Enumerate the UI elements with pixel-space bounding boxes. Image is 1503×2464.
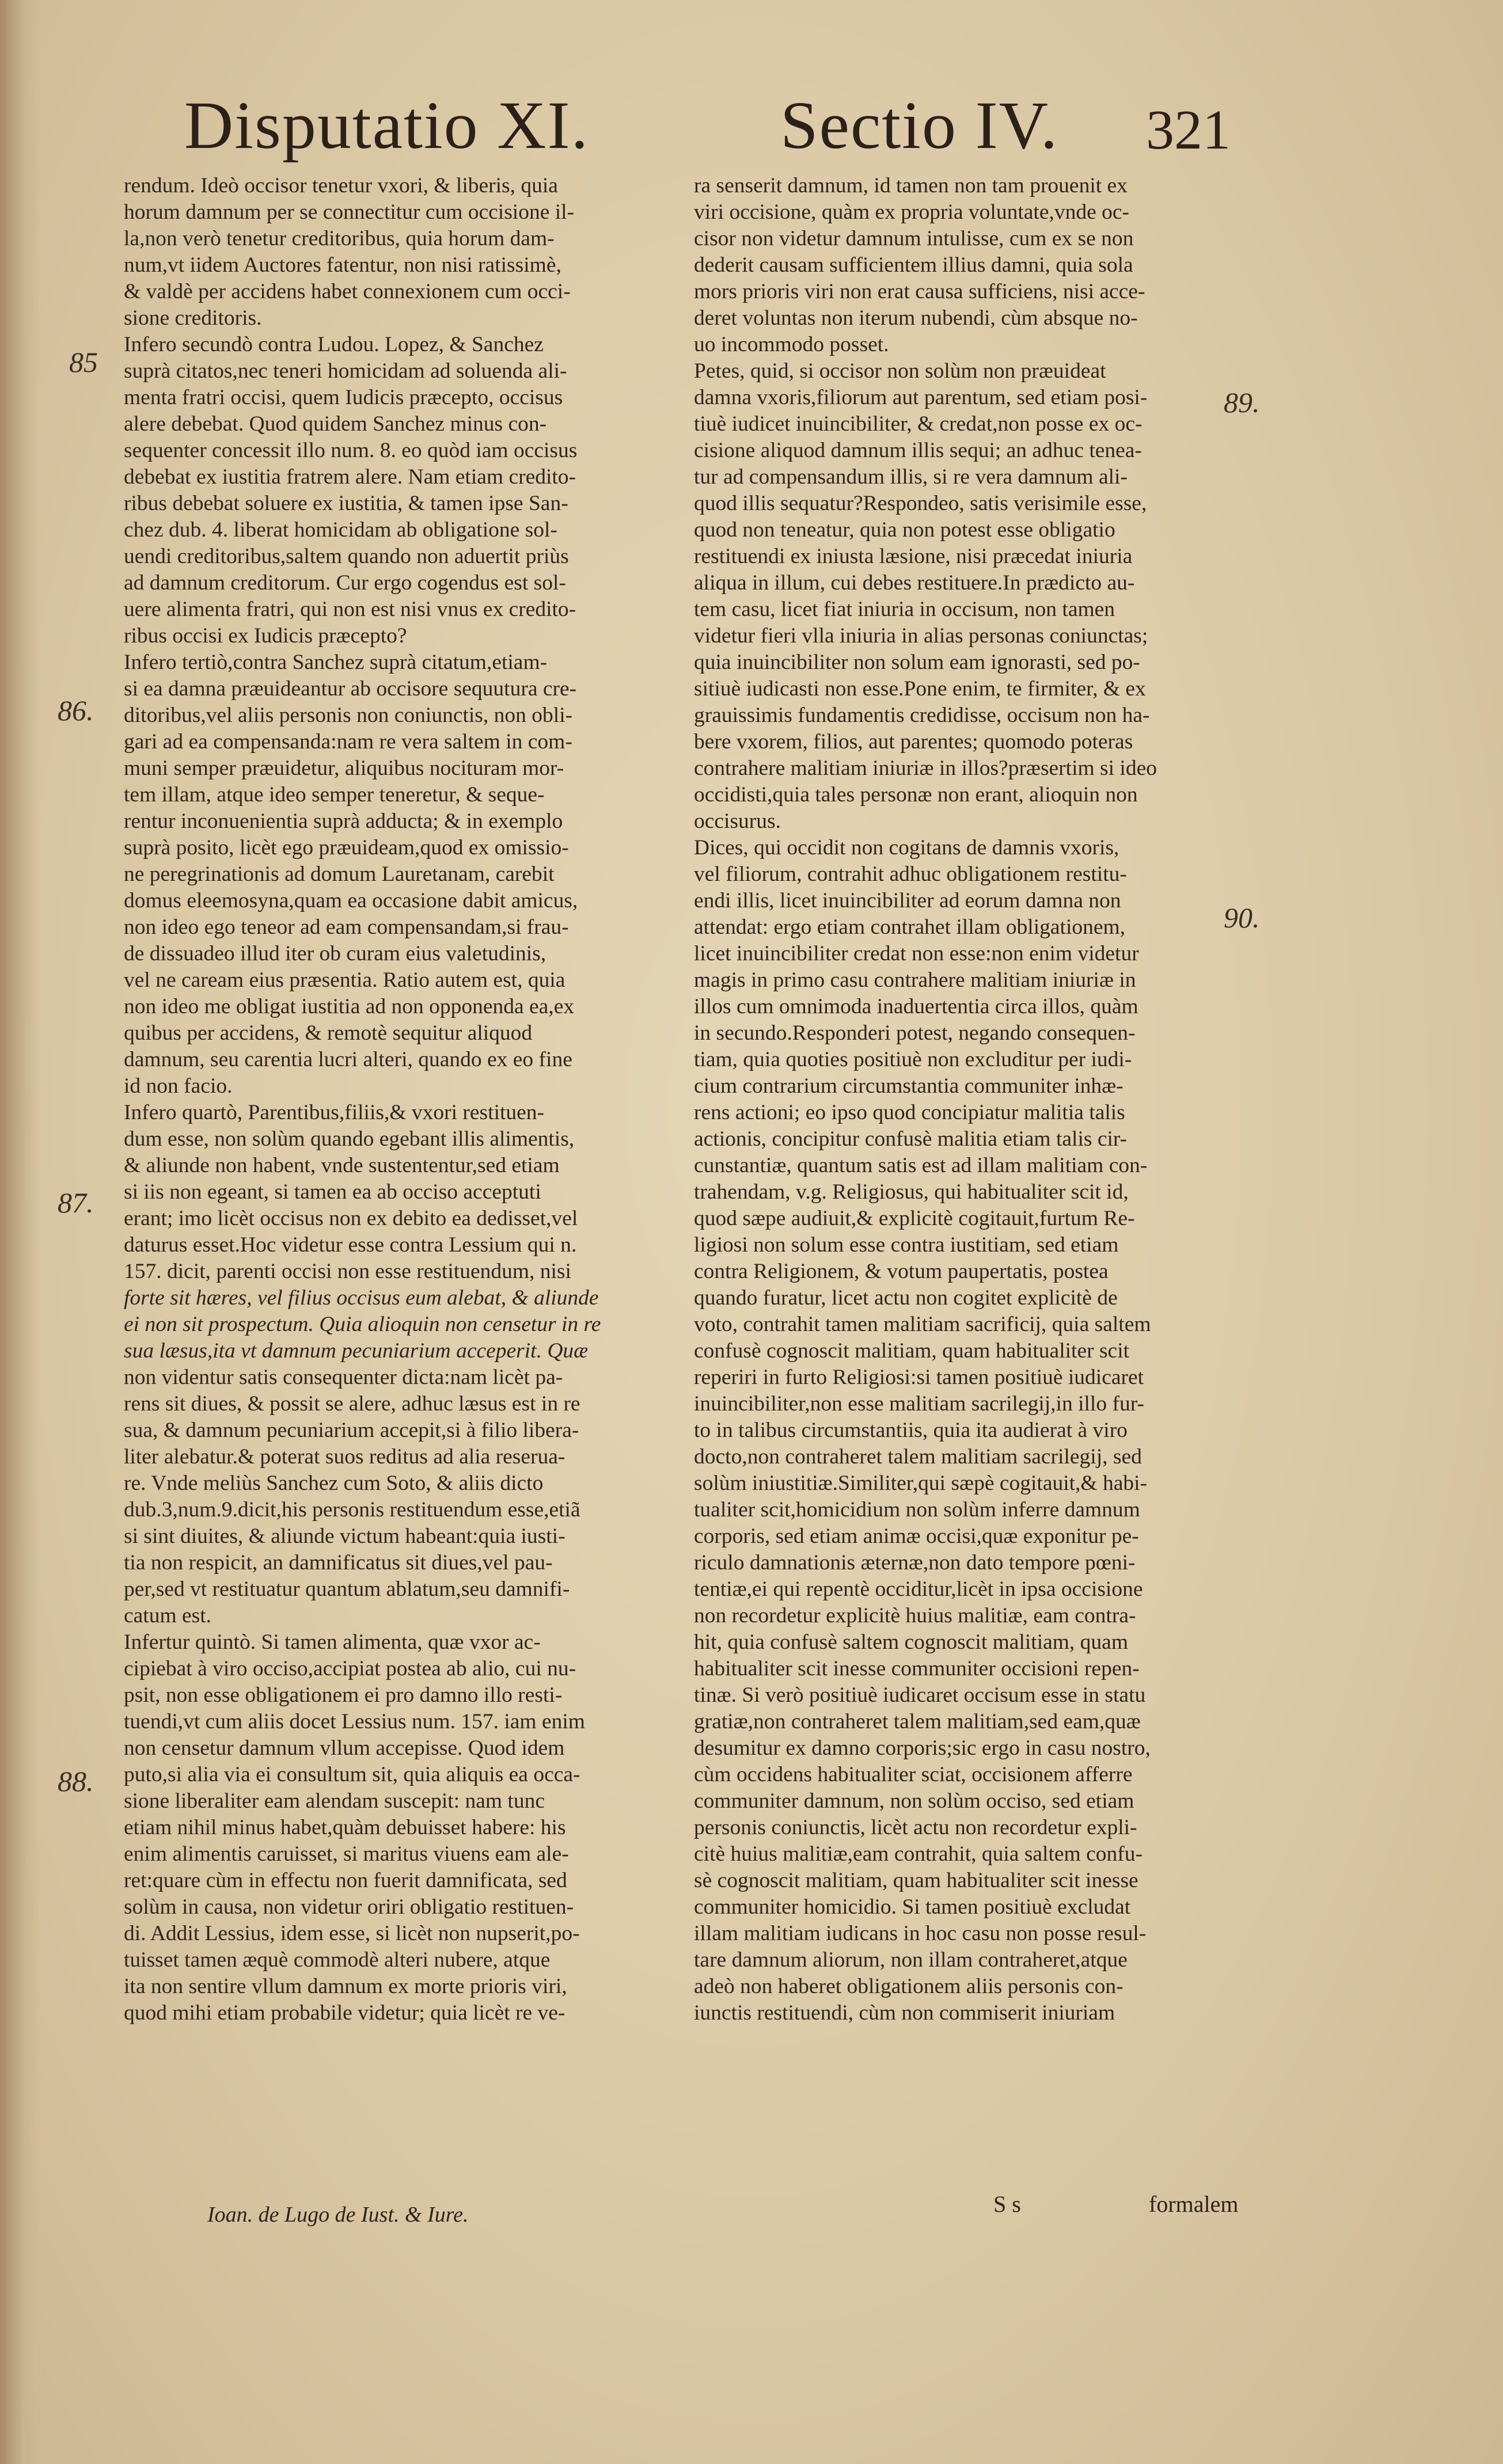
- text-line: rens actioni; eo ipso quod concipiatur malitia talis: [694, 1101, 1125, 1124]
- header-sectio: Sectio IV.: [780, 88, 1059, 163]
- text-line: quibus per accidens, & remotè sequitur aliquod: [124, 1021, 533, 1045]
- text-line: debebat ex iustitia fratrem alere. Nam etiam credito-: [124, 465, 576, 489]
- left-text-column: [124, 173, 633, 2026]
- text-line: occisurus.: [694, 809, 781, 833]
- text-line: aliqua in illum, cui debes restituere.In prædicto au-: [694, 571, 1135, 595]
- text-line: daturus esset.Hoc videtur esse contra Lessium qui n.: [124, 1233, 577, 1257]
- text-line: dederit causam sufficientem illius damni, quia sola: [694, 253, 1133, 277]
- page-number: 321: [1146, 99, 1231, 161]
- text-line: mors prioris viri non erat causa sufficiens, nisi acce-: [694, 280, 1145, 303]
- text-line: illos cum omnimoda inaduertentia circa illos, quàm: [694, 995, 1138, 1018]
- text-line: endi illis, licet inuincibiliter ad eorum damna non: [694, 889, 1121, 912]
- text-line: tiuè iudicet inuincibiliter, & credat,non posse ex oc-: [694, 412, 1143, 436]
- page-gutter-shadow: [0, 0, 40, 2464]
- text-line: quando furatur, licet actu non cogitet explicitè de: [694, 1286, 1118, 1310]
- text-line: etiam nihil minus habet,quàm debuisset habere: his: [124, 1816, 566, 1839]
- margin-number-87: 87.: [58, 1187, 94, 1219]
- margin-number-88: 88.: [58, 1765, 94, 1797]
- text-line: di. Addit Lessius, idem esse, si licèt non nupserit,po-: [124, 1922, 580, 1945]
- text-line: ribus occisi ex Iudicis præcepto?: [124, 624, 407, 648]
- text-line: cùm occidens habitualiter sciat, occisionem afferre: [694, 1763, 1133, 1786]
- text-line: adeò non haberet obligationem aliis personis con-: [694, 1975, 1124, 1998]
- text-line: Infero secundò contra Ludou. Lopez, & Sanchez: [124, 333, 544, 356]
- text-line: communiter damnum, non solùm occiso, sed etiam: [694, 1789, 1134, 1813]
- text-line: tuendi,vt cum aliis docet Lessius num. 157. iam enim: [124, 1710, 585, 1733]
- margin-number-90: 90.: [1224, 902, 1260, 934]
- text-line: restituendi ex iniusta læsione, nisi præcedat iniuria: [694, 545, 1133, 568]
- text-line: ditoribus,vel aliis personis non coniunctis, non obli-: [124, 704, 573, 727]
- text-line: enim alimentis caruisset, si maritus viuens eam ale-: [124, 1842, 569, 1866]
- text-line: tem casu, licet fiat iniuria in occisum, non tamen: [694, 598, 1115, 621]
- text-line: sè cognoscit malitiam, quam habitualiter scit inesse: [694, 1869, 1138, 1892]
- text-line: solùm iniustitiæ.Similiter,qui sæpè cogitauit,& habi-: [694, 1471, 1148, 1495]
- text-line: catum est.: [124, 1604, 212, 1628]
- text-line: videtur fieri vlla iniuria in alias personas coniunctas;: [694, 624, 1148, 648]
- text-line: erant; imo licèt occisus non ex debito ea dedisset,vel: [124, 1207, 578, 1230]
- text-line: ribus debebat soluere ex iustitia, & tamen ipse San-: [124, 492, 568, 515]
- text-line: quia inuincibiliter non solum eam ignorasti, sed po-: [694, 651, 1140, 674]
- text-line: psit, non esse obligationem ei pro damno illo resti-: [124, 1683, 563, 1707]
- text-line: Infero tertiò,contra Sanchez suprà citatum,etiam-: [124, 651, 548, 674]
- text-line: si sint diuites, & aliunde victum habeant:quia iusti-: [124, 1524, 565, 1548]
- right-text-column: [694, 173, 1215, 2026]
- text-line: per,sed vt restituatur quantum ablatum,seu damnifi-: [124, 1577, 570, 1601]
- text-line: voto, contrahit tamen malitiam sacrificij, quia saltem: [694, 1313, 1151, 1336]
- text-line: ligiosi non solum esse contra iustitiam, sed etiam: [694, 1233, 1119, 1257]
- text-line: contra Religionem, & votum paupertatis, postea: [694, 1260, 1109, 1283]
- text-line: non censetur damnum vllum accepisse. Quod idem: [124, 1736, 565, 1760]
- signature-mark: S s: [993, 2191, 1021, 2217]
- text-line: ad damnum creditorum. Cur ergo cogendus est sol-: [124, 571, 566, 595]
- text-line: hit, quia confusè saltem cognoscit malitiam, quam: [694, 1630, 1128, 1654]
- text-line: de dissuadeo illud iter ob curam eius valetudinis,: [124, 942, 546, 965]
- text-line: tem illam, atque ideo semper teneretur, & seque-: [124, 783, 545, 807]
- text-line: la,non verò tenetur creditoribus, quia horum dam-: [124, 227, 555, 250]
- text-line: reperiri in furto Religiosi:si tamen positiuè iudicaret: [694, 1366, 1144, 1389]
- text-line: to in talibus circumstantiis, quia ita audierat à viro: [694, 1419, 1128, 1442]
- text-line: Infero quartò, Parentibus,filiis,& vxori restituen-: [124, 1101, 545, 1124]
- header-disputatio: Disputatio XI.: [184, 88, 590, 163]
- text-line: & aliunde non habent, vnde sustententur,sed etiam: [124, 1154, 560, 1177]
- text-line: quod mihi etiam probabile videtur; quia licèt re ve-: [124, 2001, 565, 2025]
- text-line: tuisset tamen æquè commodè alteri nubere, atque: [124, 1948, 551, 1972]
- text-line: tare damnum aliorum, non illam contraheret,atque: [694, 1948, 1128, 1972]
- text-line: non recordetur explicitè huius malitiæ, eam contra-: [694, 1604, 1136, 1628]
- text-line: ne peregrinationis ad domum Lauretanam, carebit: [124, 862, 555, 886]
- text-line: quod sæpe audiuit,& explicitè cogitauit,furtum Re-: [694, 1207, 1135, 1230]
- text-line: cisor non videtur damnum intulisse, cum ex se non: [694, 227, 1134, 250]
- text-line: non ideo me obligat iustitia ad non opponenda ea,ex: [124, 995, 575, 1018]
- text-line: tur ad compensandum illis, si re vera damnum ali-: [694, 465, 1128, 489]
- text-line: gratiæ,non contraheret talem malitiam,sed eam,quæ: [694, 1710, 1141, 1733]
- text-line: inuincibiliter,non esse malitiam sacrilegij,in illo fur-: [694, 1392, 1144, 1416]
- text-line: non ideo ego teneor ad eam compensandam,si frau-: [124, 915, 569, 939]
- text-line: contrahere malitiam iniuriæ in illos?præsertim si ideo: [694, 756, 1157, 780]
- text-line: citè huius malitiæ,eam contrahit, quia saltem confu-: [694, 1842, 1143, 1866]
- text-line: magis in primo casu contrahere malitiam iniuriæ in: [694, 968, 1136, 992]
- text-line: trahendam, v.g. Religiosus, qui habitualiter scit id,: [694, 1180, 1129, 1204]
- text-line: ita non sentire vllum damnum ex morte prioris viri,: [124, 1975, 567, 1998]
- text-line: tinæ. Si verò positiuè iudicaret occisum esse in statu: [694, 1683, 1146, 1707]
- running-footer-title: Ioan. de Lugo de Iust. & Iure.: [207, 2203, 469, 2227]
- text-line: sione creditoris.: [124, 306, 262, 330]
- text-line: & valdè per accidens habet connexionem cum occi-: [124, 280, 571, 303]
- text-line: confusè cognoscit malitiam, quam habitualiter scit: [694, 1339, 1130, 1363]
- text-line: cisione aliquod damnum illis sequi; an adhuc tenea-: [694, 439, 1142, 462]
- text-line: sua, & damnum pecuniarium accepit,si à filio libera-: [124, 1419, 579, 1442]
- text-line: si ea damna præuideantur ab occisore sequutura cre-: [124, 677, 577, 701]
- text-line: cunstantiæ, quantum satis est ad illam malitiam con-: [694, 1154, 1148, 1177]
- text-line: tia non respicit, an damnificatus sit diues,vel pau-: [124, 1551, 553, 1575]
- text-line: suprà citatos,nec teneri homicidam ad soluenda ali-: [124, 359, 567, 383]
- text-line: viri occisione, quàm ex propria voluntate,vnde oc-: [694, 200, 1130, 224]
- text-line: vel ne caream eius præsentia. Ratio autem est, quia: [124, 968, 565, 992]
- text-line: tentiæ,ei qui repentè occiditur,licèt in ipsa occisione: [694, 1577, 1143, 1601]
- text-line: tiam, quia quoties positiuè non excluditur per iudi-: [694, 1048, 1132, 1071]
- text-line: occidisti,quia tales personæ non erant, alioquin non: [694, 783, 1138, 807]
- text-line: ei non sit prospectum. Quia alioquin non censetur in re: [124, 1313, 601, 1336]
- text-line: cipiebat à viro occiso,accipiat postea ab alio, cui nu-: [124, 1657, 576, 1680]
- text-line: domus eleemosyna,quam ea occasione dabit amicus,: [124, 889, 578, 912]
- margin-number-85: 85: [69, 346, 98, 378]
- text-line: vel filiorum, contrahit adhuc obligationem restitu-: [694, 862, 1127, 886]
- text-line: num,vt iidem Auctores fatentur, non nisi ratissimè,: [124, 253, 561, 277]
- text-line: Infertur quintò. Si tamen alimenta, quæ vxor ac-: [124, 1630, 541, 1654]
- catchword: formalem: [1149, 2191, 1239, 2217]
- text-line: muni semper præuidetur, aliquibus nocituram mor-: [124, 756, 564, 780]
- text-line: menta fratri occisi, quem Iudicis præcepto, occisus: [124, 386, 563, 409]
- text-line: rens sit diues, & possit se alere, adhuc læsus est in re: [124, 1392, 580, 1416]
- text-line: iunctis restituendi, cùm non commiserit iniuriam: [694, 2001, 1115, 2025]
- text-line: uere alimenta fratri, qui non est nisi vnus ex credito-: [124, 598, 576, 621]
- text-line: Petes, quid, si occisor non solùm non præuideat: [694, 359, 1106, 383]
- text-line: sequenter concessit illo num. 8. eo quòd iam occisus: [124, 439, 578, 462]
- text-line: communiter homicidio. Si tamen positiuè excludat: [694, 1895, 1131, 1919]
- text-line: id non facio.: [124, 1074, 233, 1098]
- text-line: damnum, seu carentia lucri alteri, quando ex eo fine: [124, 1048, 572, 1071]
- text-line: Dices, qui occidit non cogitans de damnis vxoris,: [694, 836, 1119, 860]
- text-line: desumitur ex damno corporis;sic ergo in casu nostro,: [694, 1736, 1151, 1760]
- text-line: dub.3,num.9.dicit,his personis restituendum esse,etiã: [124, 1498, 580, 1522]
- text-line: grauissimis fundamentis credidisse, occisum non ha-: [694, 704, 1150, 727]
- margin-number-89: 89.: [1224, 386, 1260, 419]
- text-line: gari ad ea compensanda:nam re vera saltem in com-: [124, 730, 572, 754]
- text-line: sua læsus,ita vt damnum pecuniarium acceperit. Quæ: [124, 1339, 589, 1363]
- text-line: riculo damnationis æternæ,non dato tempore pœni-: [694, 1551, 1136, 1575]
- margin-number-86: 86.: [58, 694, 94, 727]
- text-line: docto,non contraheret talem malitiam sacrilegij, sed: [694, 1445, 1142, 1469]
- text-line: corporis, sed etiam animæ occisi,quæ exponitur pe-: [694, 1524, 1139, 1548]
- text-line: deret voluntas non iterum nubendi, cùm absque no-: [694, 306, 1138, 330]
- text-line: damna vxoris,filiorum aut parentum, sed etiam posi-: [694, 386, 1148, 409]
- text-line: licet inuincibiliter credat non esse:non enim videtur: [694, 942, 1139, 965]
- text-line: horum damnum per se connectitur cum occisione il-: [124, 200, 575, 224]
- text-line: bere vxorem, filios, aut parentes; quomodo poteras: [694, 730, 1133, 754]
- text-line: sitiuè iudicasti non esse.Pone enim, te firmiter, & ex: [694, 677, 1146, 701]
- text-line: cium contrarium circumstantia communiter inhæ-: [694, 1074, 1124, 1098]
- text-line: forte sit hæres, vel filius occisus eum alebat, & aliunde: [124, 1286, 599, 1310]
- text-line: quod non teneatur, quia non potest esse obligatio: [694, 518, 1115, 542]
- text-line: liter alebatur.& poterat suos reditus ad alia reserua-: [124, 1445, 565, 1469]
- text-line: sione liberaliter eam alendam suscepit: nam tunc: [124, 1789, 545, 1813]
- text-line: habitualiter scit inesse communiter occisioni repen-: [694, 1657, 1140, 1680]
- page-header: [0, 86, 1503, 178]
- text-line: suprà posito, licèt ego præuideam,quod ex omissio-: [124, 836, 569, 860]
- text-line: uo incommodo posset.: [694, 333, 889, 356]
- text-line: rentur inconuenientia suprà adducta; & in exemplo: [124, 809, 563, 833]
- text-line: dum esse, non solùm quando egebant illis alimentis,: [124, 1127, 575, 1151]
- text-line: ra senserit damnum, id tamen non tam prouenit ex: [694, 174, 1128, 197]
- text-line: chez dub. 4. liberat homicidam ab obligatione sol-: [124, 518, 557, 542]
- text-line: ret:quare cùm in effectu non fuerit damnificata, sed: [124, 1869, 567, 1892]
- text-line: solùm in causa, non videtur oriri obligatio restituen-: [124, 1895, 574, 1919]
- text-line: alere debebat. Quod quidem Sanchez minus con-: [124, 412, 547, 436]
- text-line: illam malitiam iudicans in hoc casu non posse resul-: [694, 1922, 1147, 1945]
- text-line: attendat: ergo etiam contrahet illam obligationem,: [694, 915, 1126, 939]
- text-line: actionis, concipitur confusè malitia etiam talis cir-: [694, 1127, 1128, 1151]
- text-line: puto,si alia via ei consultum sit, quia aliquis ea occa-: [124, 1763, 580, 1786]
- text-line: in secundo.Responderi potest, negando consequen-: [694, 1021, 1136, 1045]
- text-line: personis coniunctis, licèt actu non recordetur expli-: [694, 1816, 1137, 1839]
- text-line: tualiter scit,homicidium non solùm inferre damnum: [694, 1498, 1140, 1522]
- text-line: si iis non egeant, si tamen ea ab occiso acceptuti: [124, 1180, 541, 1204]
- text-line: re. Vnde meliùs Sanchez cum Soto, & aliis dicto: [124, 1471, 544, 1495]
- text-line: quod illis sequatur?Respondeo, satis verisimile esse,: [694, 492, 1147, 515]
- text-line: 157. dicit, parenti occisi non esse restituendum, nisi: [124, 1260, 571, 1283]
- text-line: rendum. Ideò occisor tenetur vxori, & liberis, quia: [124, 174, 558, 197]
- text-line: uendi creditoribus,saltem quando non aduertit priùs: [124, 545, 569, 568]
- text-line: non videntur satis consequenter dicta:nam licèt pa-: [124, 1366, 563, 1389]
